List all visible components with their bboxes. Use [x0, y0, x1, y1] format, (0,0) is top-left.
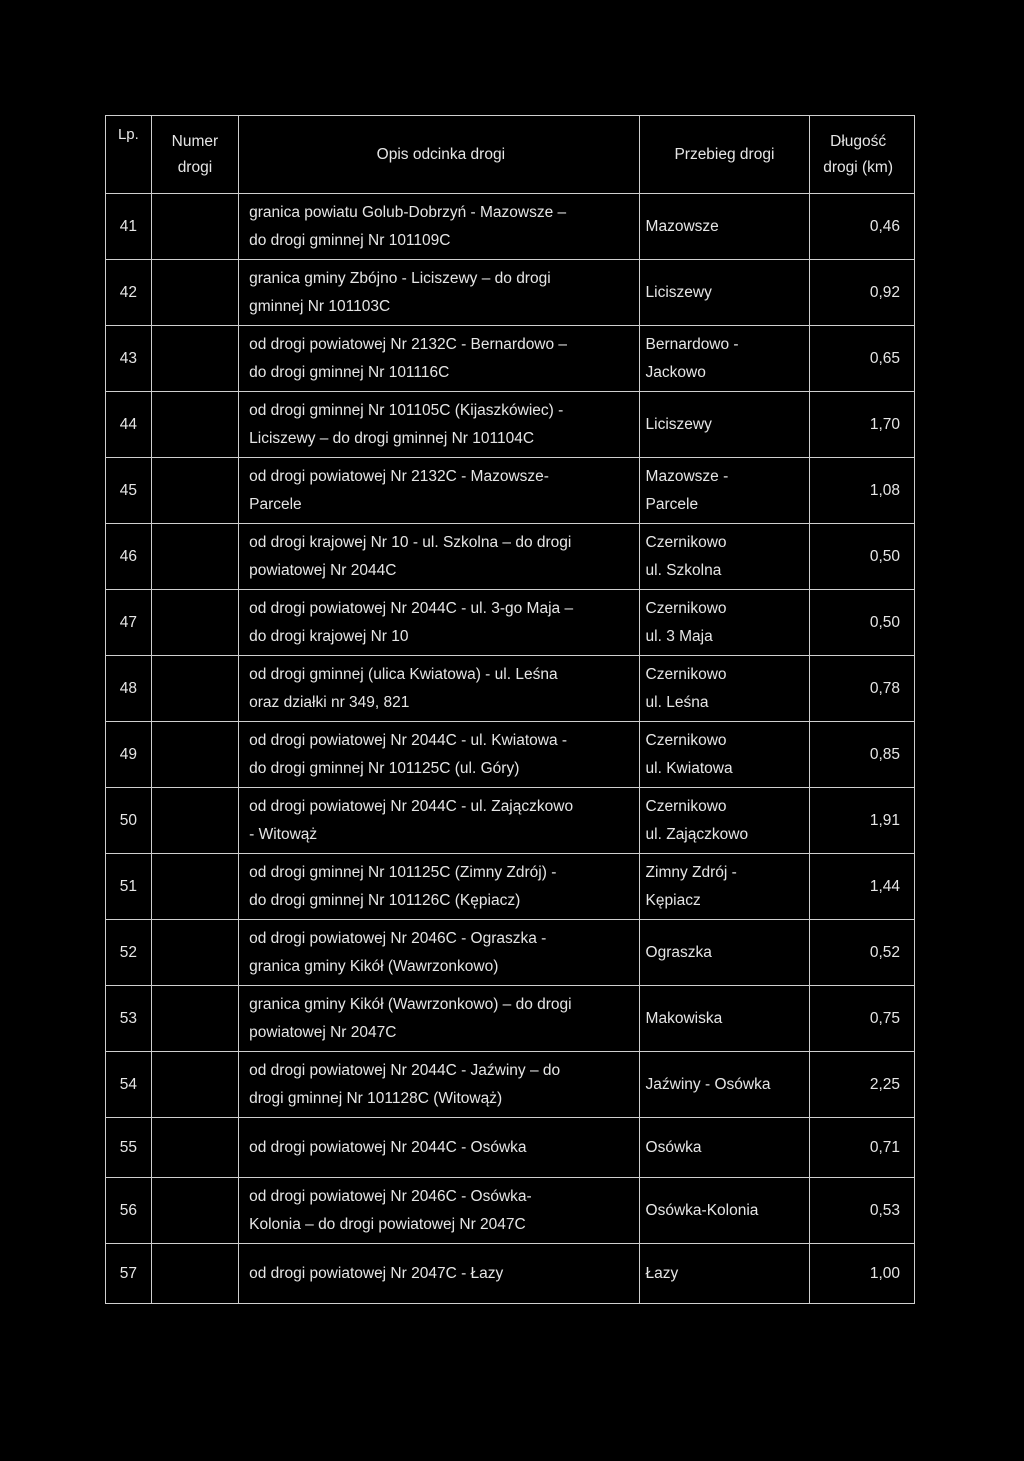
opis-line: od drogi powiatowej Nr 2044C - ul. Kwiatowa -: [249, 731, 568, 749]
cell-dlugosc: 0,50: [810, 524, 915, 590]
header-numer-line2: drogi: [177, 158, 213, 176]
cell-lp: 55: [106, 1118, 152, 1178]
table-row: [106, 590, 915, 656]
cell-opis: [239, 392, 639, 458]
cell-przebieg: [639, 194, 810, 260]
cell-przebieg: [639, 656, 810, 722]
przebieg-line: Parcele: [645, 495, 699, 513]
cell-lp: 52: [106, 920, 152, 986]
opis-line: Parcele: [249, 495, 302, 513]
cell-dlugosc: 0,71: [810, 1118, 915, 1178]
cell-opis: [239, 788, 639, 854]
cell-przebieg: [639, 590, 810, 656]
przebieg-line: Zimny Zdrój -: [645, 863, 737, 881]
cell-lp: 45: [106, 458, 152, 524]
header-row: [106, 116, 915, 194]
opis-line: granica powiatu Golub-Dobrzyń - Mazowsze –: [249, 203, 567, 221]
cell-numer: [151, 392, 238, 458]
cell-numer: [151, 260, 238, 326]
cell-lp: 53: [106, 986, 152, 1052]
table-row: [106, 656, 915, 722]
opis-line: oraz działki nr 349, 821: [249, 693, 410, 711]
cell-opis: [239, 326, 639, 392]
opis-line: do drogi gminnej Nr 101109C: [249, 231, 451, 249]
opis-line: Liciszewy – do drogi gminnej Nr 101104C: [249, 429, 535, 447]
cell-lp: 46: [106, 524, 152, 590]
header-numer: [151, 116, 238, 194]
cell-lp: 50: [106, 788, 152, 854]
przebieg-line: Bernardowo -: [645, 335, 739, 353]
table-row: [106, 458, 915, 524]
opis-line: od drogi powiatowej Nr 2044C - ul. Zajączkowo: [249, 797, 574, 815]
cell-opis: [239, 590, 639, 656]
table-row: [106, 392, 915, 458]
opis-line: powiatowej Nr 2044C: [249, 561, 397, 579]
table-row: [106, 986, 915, 1052]
cell-dlugosc: 0,52: [810, 920, 915, 986]
przebieg-line: Czernikowo: [645, 797, 727, 815]
table-row: [106, 1178, 915, 1244]
cell-przebieg: [639, 1118, 810, 1178]
table-row: [106, 524, 915, 590]
opis-line: od drogi powiatowej Nr 2044C - Osówka: [249, 1138, 527, 1156]
cell-numer: [151, 986, 238, 1052]
header-przebieg: Przebieg drogi: [639, 116, 810, 194]
table-row: [106, 194, 915, 260]
header-dlugosc: [810, 116, 915, 194]
przebieg-line: ul. Zajączkowo: [645, 825, 749, 843]
cell-opis: [239, 722, 639, 788]
cell-numer: [151, 458, 238, 524]
cell-dlugosc: 0,78: [810, 656, 915, 722]
cell-opis: [239, 260, 639, 326]
opis-line: od drogi powiatowej Nr 2047C - Łazy: [249, 1264, 504, 1282]
opis-line: granica gminy Zbójno - Liciszewy – do drogi: [249, 269, 551, 287]
cell-dlugosc: 1,91: [810, 788, 915, 854]
cell-przebieg: [639, 1052, 810, 1118]
table-row: [106, 1244, 915, 1304]
cell-lp: 43: [106, 326, 152, 392]
cell-dlugosc: 1,00: [810, 1244, 915, 1304]
cell-dlugosc: 1,44: [810, 854, 915, 920]
opis-line: granica gminy Kikół (Wawrzonkowo): [249, 957, 499, 975]
cell-przebieg: [639, 788, 810, 854]
cell-przebieg: [639, 1178, 810, 1244]
cell-przebieg: [639, 260, 810, 326]
cell-numer: [151, 1244, 238, 1304]
table-row: [106, 788, 915, 854]
opis-line: od drogi powiatowej Nr 2132C - Bernardowo –: [249, 335, 568, 353]
opis-line: powiatowej Nr 2047C: [249, 1023, 397, 1041]
cell-dlugosc: 1,70: [810, 392, 915, 458]
opis-line: od drogi gminnej (ulica Kwiatowa) - ul. Leśna: [249, 665, 558, 683]
cell-lp: 51: [106, 854, 152, 920]
cell-przebieg: [639, 458, 810, 524]
cell-opis: [239, 854, 639, 920]
przebieg-line: ul. 3 Maja: [645, 627, 713, 645]
opis-line: granica gminy Kikół (Wawrzonkowo) – do drogi: [249, 995, 572, 1013]
cell-numer: [151, 326, 238, 392]
cell-opis: [239, 986, 639, 1052]
table-row: [106, 1052, 915, 1118]
header-lp: Lp.: [106, 116, 152, 194]
cell-dlugosc: 0,50: [810, 590, 915, 656]
cell-lp: 54: [106, 1052, 152, 1118]
przebieg-line: Osówka: [645, 1138, 702, 1156]
opis-line: gminnej Nr 101103C: [249, 297, 391, 315]
opis-line: od drogi krajowej Nr 10 - ul. Szkolna – do drogi: [249, 533, 572, 551]
przebieg-line: ul. Kwiatowa: [645, 759, 733, 777]
cell-dlugosc: 0,85: [810, 722, 915, 788]
header-dlugosc-line2: drogi (km): [823, 158, 894, 176]
cell-lp: 48: [106, 656, 152, 722]
przebieg-line: Jackowo: [645, 363, 706, 381]
przebieg-line: ul. Szkolna: [645, 561, 722, 579]
przebieg-line: Ograszka: [645, 943, 712, 961]
przebieg-line: Mazowsze -: [645, 467, 729, 485]
cell-lp: 41: [106, 194, 152, 260]
cell-opis: [239, 1118, 639, 1178]
opis-line: drogi gminnej Nr 101128C (Witowąż): [249, 1089, 503, 1107]
cell-opis: [239, 458, 639, 524]
przebieg-line: Kępiacz: [645, 891, 701, 909]
cell-dlugosc: 0,46: [810, 194, 915, 260]
cell-opis: [239, 920, 639, 986]
header-opis: Opis odcinka drogi: [239, 116, 639, 194]
opis-line: od drogi powiatowej Nr 2044C - ul. 3-go Maja –: [249, 599, 574, 617]
przebieg-line: Czernikowo: [645, 731, 727, 749]
cell-numer: [151, 788, 238, 854]
opis-line: od drogi powiatowej Nr 2132C - Mazowsze-: [249, 467, 549, 485]
cell-przebieg: [639, 920, 810, 986]
przebieg-line: ul. Leśna: [645, 693, 709, 711]
cell-numer: [151, 194, 238, 260]
przebieg-line: Czernikowo: [645, 599, 727, 617]
cell-dlugosc: 0,92: [810, 260, 915, 326]
opis-line: od drogi gminnej Nr 101125C (Zimny Zdrój) -: [249, 863, 557, 881]
table-row: [106, 722, 915, 788]
przebieg-line: Czernikowo: [645, 665, 727, 683]
przebieg-line: Liciszewy: [645, 415, 712, 433]
cell-przebieg: [639, 722, 810, 788]
cell-przebieg: [639, 1244, 810, 1304]
cell-lp: 57: [106, 1244, 152, 1304]
cell-lp: 49: [106, 722, 152, 788]
opis-line: do drogi krajowej Nr 10: [249, 627, 409, 645]
cell-opis: [239, 656, 639, 722]
cell-numer: [151, 854, 238, 920]
cell-lp: 56: [106, 1178, 152, 1244]
header-dlugosc-line1: Długość: [830, 132, 887, 150]
cell-lp: 44: [106, 392, 152, 458]
cell-lp: 47: [106, 590, 152, 656]
opis-line: od drogi powiatowej Nr 2046C - Osówka-: [249, 1187, 532, 1205]
opis-line: do drogi gminnej Nr 101126C (Kępiacz): [249, 891, 521, 909]
road-list-table: [105, 115, 915, 1304]
przebieg-line: Łazy: [645, 1264, 679, 1282]
cell-numer: [151, 1052, 238, 1118]
cell-numer: [151, 1178, 238, 1244]
cell-przebieg: [639, 392, 810, 458]
przebieg-line: Liciszewy: [645, 283, 712, 301]
table-header: [106, 116, 915, 194]
cell-opis: [239, 1244, 639, 1304]
cell-dlugosc: 0,75: [810, 986, 915, 1052]
przebieg-line: Makowiska: [645, 1009, 723, 1027]
przebieg-line: Mazowsze: [645, 217, 719, 235]
table-row: [106, 854, 915, 920]
cell-numer: [151, 656, 238, 722]
cell-numer: [151, 590, 238, 656]
table-body: [106, 194, 915, 1304]
cell-przebieg: [639, 854, 810, 920]
table-row: [106, 1118, 915, 1178]
cell-dlugosc: 2,25: [810, 1052, 915, 1118]
przebieg-line: Osówka-Kolonia: [645, 1201, 759, 1219]
opis-line: do drogi gminnej Nr 101125C (ul. Góry): [249, 759, 520, 777]
cell-dlugosc: 1,08: [810, 458, 915, 524]
opis-line: od drogi gminnej Nr 101105C (Kijaszkówiec) -: [249, 401, 564, 419]
opis-line: Kolonia – do drogi powiatowej Nr 2047C: [249, 1215, 526, 1233]
cell-przebieg: [639, 986, 810, 1052]
cell-przebieg: [639, 524, 810, 590]
cell-opis: [239, 1052, 639, 1118]
cell-przebieg: [639, 326, 810, 392]
cell-dlugosc: 0,65: [810, 326, 915, 392]
cell-lp: 42: [106, 260, 152, 326]
opis-line: - Witowąż: [249, 825, 318, 843]
opis-line: od drogi powiatowej Nr 2046C - Ograszka -: [249, 929, 547, 947]
cell-numer: [151, 1118, 238, 1178]
cell-numer: [151, 920, 238, 986]
cell-dlugosc: 0,53: [810, 1178, 915, 1244]
table-row: [106, 920, 915, 986]
header-numer-line1: Numer: [171, 132, 219, 150]
table-row: [106, 260, 915, 326]
cell-opis: [239, 1178, 639, 1244]
przebieg-line: Czernikowo: [645, 533, 727, 551]
cell-opis: [239, 524, 639, 590]
przebieg-line: Jaźwiny - Osówka: [645, 1075, 771, 1093]
cell-opis: [239, 194, 639, 260]
cell-numer: [151, 524, 238, 590]
cell-numer: [151, 722, 238, 788]
opis-line: od drogi powiatowej Nr 2044C - Jaźwiny – do: [249, 1061, 561, 1079]
table-row: [106, 326, 915, 392]
opis-line: do drogi gminnej Nr 101116C: [249, 363, 450, 381]
